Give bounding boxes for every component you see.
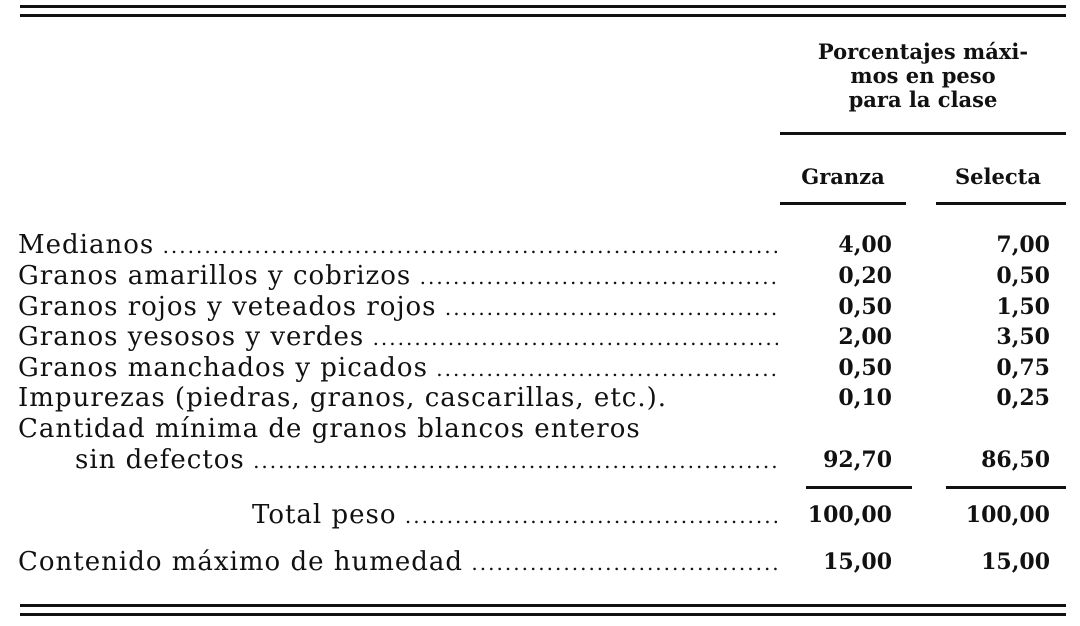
humidity-granza: 15,00 — [823, 549, 892, 575]
row-label-text: Cantidad mínima de granos blancos enteros — [18, 414, 641, 444]
row-label-text: Granos manchados y picados — [18, 353, 428, 383]
value-granza: 4,00 — [838, 232, 892, 258]
humidity-selecta: 15,00 — [981, 549, 1050, 575]
header-line-3: para la clase — [848, 87, 998, 112]
row-label-medianos — [18, 230, 778, 260]
bottom-rule-1 — [20, 604, 1066, 607]
leader-dots — [428, 353, 778, 383]
top-rule-2 — [20, 14, 1066, 17]
value-granza: 0,50 — [838, 294, 892, 320]
total-label-text: Total peso — [252, 500, 397, 530]
value-selecta: 0,50 — [996, 263, 1050, 289]
row-label-rojos — [18, 292, 778, 322]
leader-dots — [245, 445, 778, 475]
value-granza: 2,00 — [838, 324, 892, 350]
value-granza: 0,10 — [838, 385, 892, 411]
granza-header-rule — [780, 202, 906, 205]
total-granza: 100,00 — [807, 502, 892, 528]
humidity-label-text: Contenido máximo de humedad — [18, 547, 464, 577]
header-line-2: mos en peso — [850, 63, 996, 88]
row-label-cantidad-line2 — [75, 445, 778, 475]
column-header-selecta: Selecta — [955, 164, 1041, 189]
value-granza: 0,50 — [838, 355, 892, 381]
value-granza: 92,70 — [823, 447, 892, 473]
value-granza: 0,20 — [838, 263, 892, 289]
value-selecta: 3,50 — [996, 324, 1050, 350]
granza-sum-rule — [806, 486, 912, 489]
leader-dots — [397, 500, 778, 530]
row-label-text: Granos amarillos y cobrizos — [18, 261, 412, 291]
row-label-text: Granos yesosos y verdes — [18, 322, 365, 352]
value-selecta: 0,75 — [996, 355, 1050, 381]
row-label-text: sin defectos — [75, 445, 245, 475]
row-label-amarillos — [18, 261, 778, 291]
humidity-label — [18, 547, 778, 577]
value-selecta: 1,50 — [996, 294, 1050, 320]
top-rule-1 — [20, 5, 1066, 8]
row-label-text: Medianos — [18, 230, 155, 260]
column-header-granza: Granza — [801, 164, 885, 189]
leader-dots — [154, 230, 778, 260]
leader-dots — [411, 261, 778, 291]
header-group-rule — [780, 132, 1066, 135]
selecta-header-rule — [936, 202, 1066, 205]
row-label-manchados — [18, 353, 778, 383]
value-selecta: 0,25 — [996, 385, 1050, 411]
value-selecta: 86,50 — [981, 447, 1050, 473]
row-label-text: Granos rojos y veteados rojos — [18, 292, 437, 322]
selecta-sum-rule — [946, 486, 1066, 489]
header-line-1: Porcentajes máxi- — [817, 39, 1029, 64]
leader-dots — [463, 547, 778, 577]
leader-dots — [437, 292, 778, 322]
bottom-rule-2 — [20, 613, 1066, 616]
value-selecta: 7,00 — [996, 232, 1050, 258]
row-label-cantidad-line1 — [18, 414, 778, 444]
row-label-text: Impurezas (piedras, granos, cascarillas, etc.). — [18, 383, 667, 413]
total-selecta: 100,00 — [965, 502, 1050, 528]
leader-dots — [364, 322, 778, 352]
total-label — [252, 500, 778, 530]
row-label-impurezas — [18, 383, 778, 413]
header-group-title — [780, 40, 1066, 112]
row-label-yesosos — [18, 322, 778, 352]
